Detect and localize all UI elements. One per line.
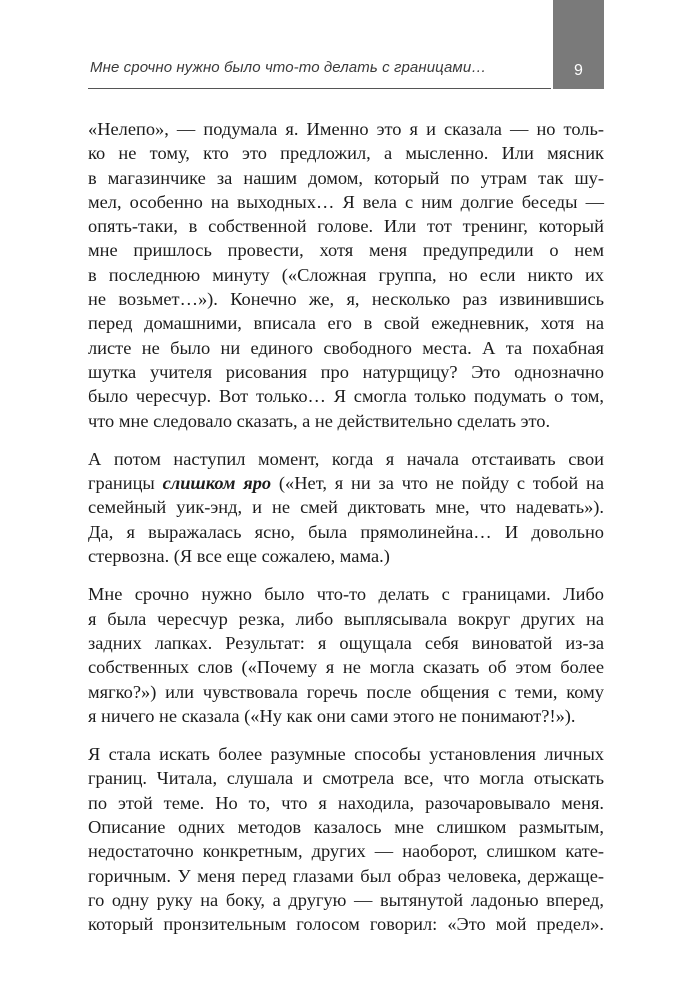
text-line: «Нелепо», — подумала я. Именно это я и сказала — но толь- <box>88 119 604 139</box>
text-line: было чересчур. Вот только… Я смогла только подумать о том, <box>88 386 604 407</box>
paragraph <box>88 582 604 728</box>
text-line: Описание одних методов казалось мне слишком размытым, <box>88 817 604 838</box>
running-title: Мне срочно нужно было что-то делать с границами… <box>90 59 487 76</box>
text-line: семейный уик-энд, и не смей диктовать мне, что надевать»). <box>88 497 604 518</box>
text-line-with-emphasis <box>88 471 604 495</box>
text-line: Я стала искать более разумные способы установления личных <box>88 744 604 765</box>
text-line: границ. Читала, слушала и смотрела все, что могла отыскать <box>88 768 604 789</box>
text-line: в последнюю минуту («Сложная группа, но если никто их <box>88 264 604 285</box>
text-line: задних лапках. Результат: я ощущала себя виноватой из-за <box>88 632 604 653</box>
text-line: в магазинчике за нашим домом, который по утрам так шу- <box>88 167 604 188</box>
text-line: листе не было ни единого свободного места. А та похабная <box>88 337 604 358</box>
text-line: Да, я выражалась ясно, была прямолинейна… И довольно <box>88 521 604 542</box>
text-fragment: границы <box>88 473 163 494</box>
text-line: стервозна. (Я все еще сожалею, мама.) <box>88 546 390 567</box>
text-line: что мне следовало сказать, а не действительно сделать это. <box>88 410 551 431</box>
text-line: опять-таки, в собственной голове. Или тот тренинг, который <box>88 216 604 237</box>
text-line: шутка учителя рисования про натурщицу? Это однозначно <box>88 361 604 382</box>
text-line: ко не тому, кто это предложил, а мысленно. Или мясник <box>88 143 604 164</box>
text-line: я была чересчур резка, либо выплясывала вокруг других на <box>88 608 604 629</box>
text-line: собственных слов («Почему я не могла сказать об этом более <box>88 657 604 678</box>
text-line: мне пришлось провести, хотя меня предупредили о нем <box>88 240 604 261</box>
text-line: по этой теме. Но то, что я находила, разочаровывало меня. <box>88 792 604 813</box>
paragraph <box>88 742 604 936</box>
text-line: я ничего не сказала («Ну как они сами этого не понимают?!»). <box>88 705 576 726</box>
text-line: го одну руку на боку, а другую — вытянутой ладонью вперед, <box>88 889 604 910</box>
text-line: Мне срочно нужно было что-то делать с границами. Либо <box>88 584 604 605</box>
paragraph <box>88 117 604 433</box>
text-line: который пронзительным голосом говорил: «Это мой предел». <box>88 914 604 935</box>
text-line: мягко?») или чувствовала горечь после общения с теми, кому <box>88 681 604 702</box>
text-fragment: («Нет, я ни за что не пойду с тобой на <box>271 473 604 494</box>
page-number: 9 <box>574 62 583 79</box>
body-text <box>88 117 604 951</box>
text-line: недостаточно конкретным, других — наоборот, слишком кате- <box>88 841 604 862</box>
text-line: мел, особенно на выходных… Я вела с ним долгие беседы — <box>88 191 604 212</box>
header-divider <box>88 88 551 89</box>
text-line: горичным. У меня перед глазами был образ человека, держаще- <box>88 865 604 886</box>
text-line: А потом наступил момент, когда я начала отстаивать свои <box>88 448 604 469</box>
page-number-tab <box>553 0 604 89</box>
emphasized-text: слишком яро <box>162 473 272 494</box>
text-line: не возьмет…»). Конечно же, я, несколько раз извинившись <box>88 289 604 310</box>
paragraph <box>88 447 604 568</box>
text-line: перед домашними, вписала его в свой ежедневник, хотя на <box>88 313 604 334</box>
